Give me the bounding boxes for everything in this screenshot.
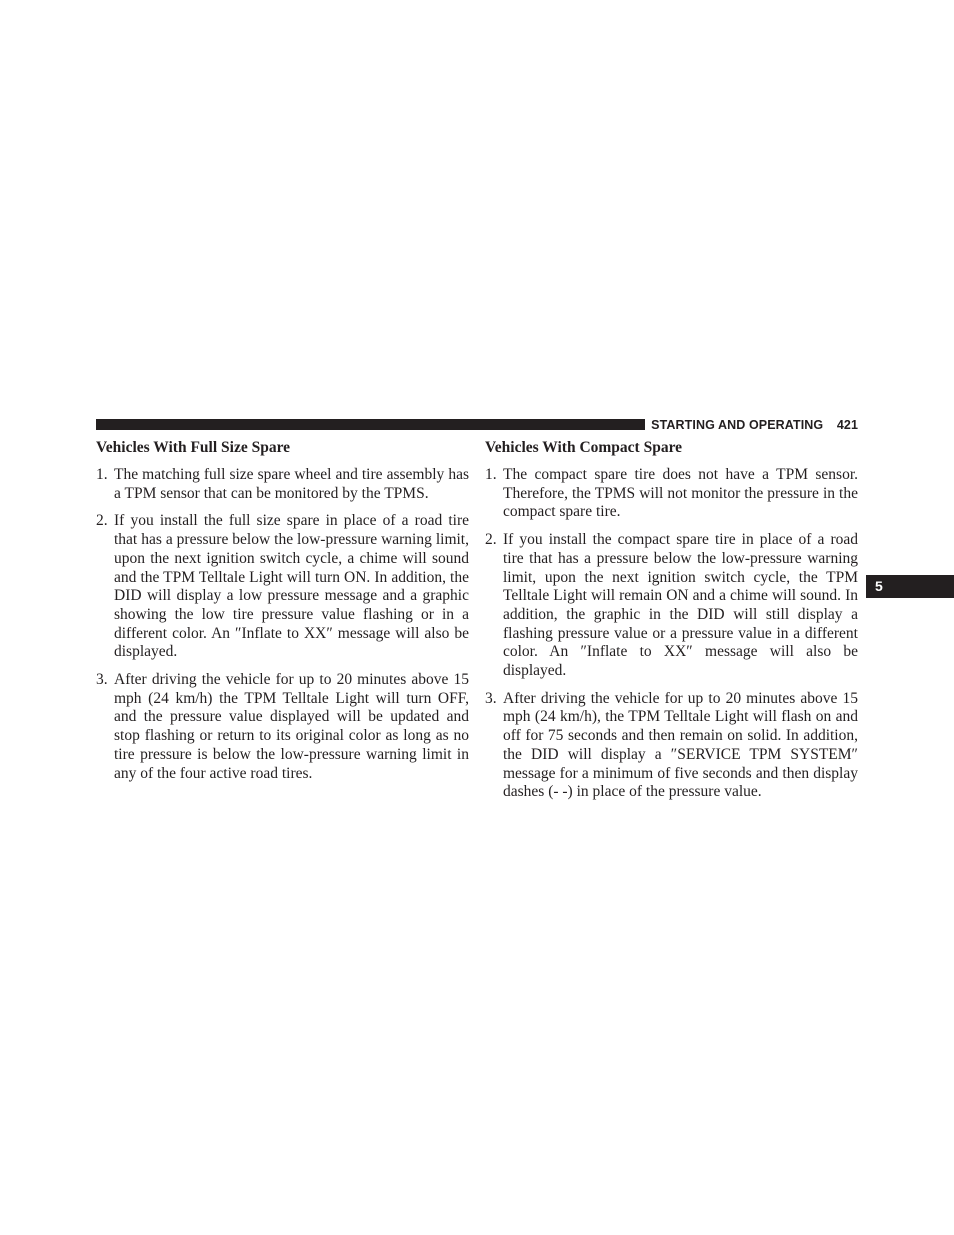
item-number: 1.: [485, 466, 497, 483]
item-text: If you install the full size spare in place of a road tire that has a pressure below the low-pressure warning limit, upon the next ignition switch cycle, a chime will sound and the TPM Telltale Light will turn ON. In addition, the DID will display a low pressure message and a graphic showing the low tire pressure value flashing or in a different color. An ″Inflate to XX″ message will also be displayed.: [114, 512, 469, 661]
right-steps-list: [485, 466, 858, 802]
chapter-tab: 5: [866, 575, 954, 598]
list-item: [96, 671, 469, 783]
left-steps-list: [96, 466, 469, 783]
right-heading: Vehicles With Compact Spare: [485, 439, 683, 456]
item-text: If you install the compact spare tire in place of a road tire that has a pressure below the low-pressure warning limit, upon the next ignition switch cycle, the TPM Telltale Light will remain ON and a chime will sound. In addition, the graphic in the DID will still display a flashing pressure value or a pressure value in a different color. An ″Inflate to XX″ message will also be displayed.: [503, 531, 858, 680]
item-number: 2.: [96, 512, 108, 530]
list-item: [485, 690, 858, 802]
left-column: [96, 438, 469, 792]
list-item: [96, 466, 469, 503]
item-text: The matching full size spare wheel and tire assembly has a TPM sensor that can be monitored by the TPMS.: [114, 466, 469, 502]
item-number: 3.: [96, 671, 108, 689]
item-text: After driving the vehicle for up to 20 minutes above 15 mph (24 km/h), the TPM Telltale Light will flash on and off for 75 seconds and then remain on solid. In addition, the DID will display a ″SERVICE TPM SYSTEM″ message for a minimum of five seconds and then display dashes (- -) in place of the pressure value.: [503, 689, 858, 801]
section-title: STARTING AND OPERATING: [651, 418, 824, 432]
item-text: The compact spare tire does not have a TPM sensor. Therefore, the TPMS will not monitor the pressure in the compact spare tire.: [503, 466, 858, 521]
left-heading: Vehicles With Full Size Spare: [96, 439, 291, 456]
right-column: [485, 438, 858, 811]
running-header: [651, 417, 858, 433]
item-number: 3.: [485, 689, 497, 707]
list-item: [485, 466, 858, 522]
list-item: [96, 512, 469, 662]
item-number: 2.: [485, 531, 497, 549]
page-number: 421: [836, 418, 858, 432]
item-text: After driving the vehicle for up to 20 minutes above 15 mph (24 km/h) the TPM Telltale Light will turn OFF, and the pressure value displayed will be updated and stop flashing or return to its original color as long as no tire pressure is below the low-pressure warning limit in any of the four active road tires.: [114, 671, 469, 782]
item-number: 1.: [96, 466, 108, 483]
list-item: [485, 531, 858, 681]
header-rule: [96, 419, 645, 430]
